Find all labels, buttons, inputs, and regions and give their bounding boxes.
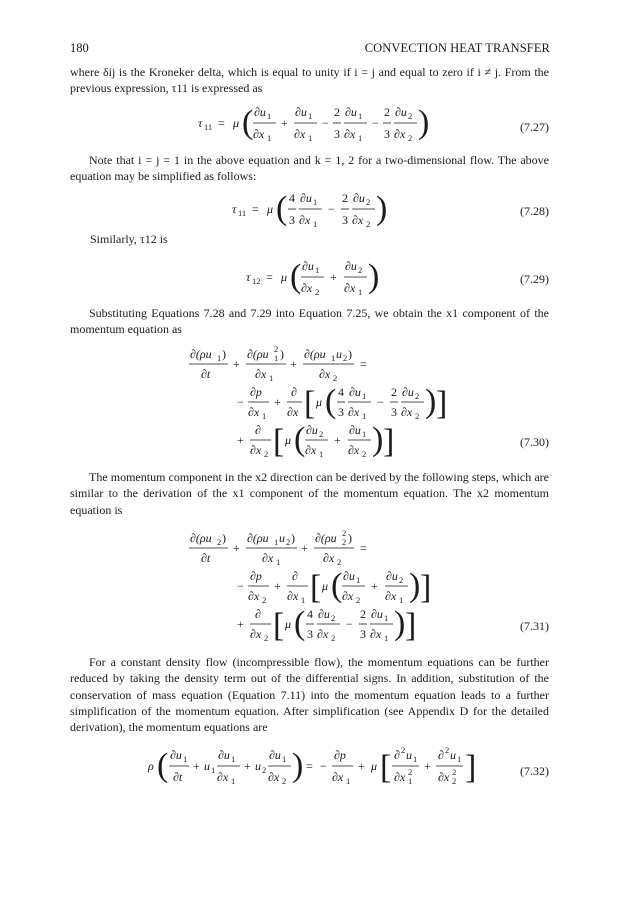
svg-text:1: 1 bbox=[331, 353, 336, 363]
svg-text:2: 2 bbox=[362, 449, 367, 459]
svg-text:(: ( bbox=[331, 567, 343, 604]
svg-text:∂x: ∂x bbox=[305, 443, 317, 457]
svg-text:2: 2 bbox=[415, 411, 420, 421]
svg-text:∂u: ∂u bbox=[269, 748, 281, 762]
svg-text:2: 2 bbox=[315, 287, 320, 297]
svg-text:∂p: ∂p bbox=[250, 569, 262, 583]
svg-text:3: 3 bbox=[334, 127, 340, 141]
svg-text:2: 2 bbox=[356, 595, 361, 605]
svg-text:2: 2 bbox=[342, 528, 347, 538]
svg-text:+: + bbox=[237, 617, 244, 631]
svg-text:2: 2 bbox=[401, 745, 406, 755]
svg-text:3: 3 bbox=[391, 405, 397, 419]
svg-text:1: 1 bbox=[301, 595, 306, 605]
svg-text:2: 2 bbox=[360, 607, 366, 621]
svg-text:∂(ρu: ∂(ρu bbox=[190, 347, 212, 361]
svg-text:∂x: ∂x bbox=[401, 405, 413, 419]
svg-text:μ: μ bbox=[233, 116, 240, 130]
svg-text:∂u: ∂u bbox=[371, 607, 383, 621]
svg-text:]: ] bbox=[383, 423, 395, 460]
svg-text:∂u: ∂u bbox=[295, 105, 307, 119]
svg-text:1: 1 bbox=[267, 111, 272, 121]
svg-text:1: 1 bbox=[346, 776, 351, 786]
svg-text:∂u: ∂u bbox=[302, 259, 314, 273]
svg-text:∂x: ∂x bbox=[287, 405, 299, 419]
svg-text:τ: τ bbox=[232, 202, 237, 216]
svg-text:2: 2 bbox=[408, 133, 413, 143]
svg-text:3: 3 bbox=[289, 213, 295, 227]
svg-text:): ) bbox=[222, 531, 226, 545]
svg-text:∂x: ∂x bbox=[299, 213, 311, 227]
equation-number-7-32: (7.32) bbox=[520, 764, 549, 778]
svg-text:∂x: ∂x bbox=[370, 627, 382, 641]
svg-text:∂x: ∂x bbox=[217, 770, 229, 784]
svg-text:u: u bbox=[450, 748, 456, 762]
svg-text:∂u: ∂u bbox=[318, 607, 330, 621]
svg-text:1: 1 bbox=[384, 613, 389, 623]
svg-text:∂u: ∂u bbox=[349, 385, 361, 399]
svg-text:∂t: ∂t bbox=[201, 551, 211, 565]
svg-text:3: 3 bbox=[307, 627, 313, 641]
paragraph-similarly: Similarly, τ12 is bbox=[90, 232, 168, 246]
svg-text:2: 2 bbox=[399, 575, 404, 585]
svg-text:∂: ∂ bbox=[292, 569, 298, 583]
svg-text:+: + bbox=[330, 270, 337, 284]
svg-text:1: 1 bbox=[408, 776, 413, 786]
svg-text:−: − bbox=[320, 759, 327, 773]
svg-text:+: + bbox=[358, 759, 365, 773]
svg-text:2: 2 bbox=[384, 105, 390, 119]
svg-text:1: 1 bbox=[282, 754, 287, 764]
svg-text:∂x: ∂x bbox=[250, 443, 262, 457]
svg-text:=: = bbox=[266, 270, 273, 284]
svg-text:∂x: ∂x bbox=[332, 770, 344, 784]
svg-text:μ: μ bbox=[371, 759, 378, 773]
svg-text:1: 1 bbox=[356, 575, 361, 585]
svg-text:1: 1 bbox=[183, 754, 188, 764]
svg-text:): ) bbox=[376, 190, 388, 227]
svg-text:2: 2 bbox=[342, 191, 348, 205]
paragraph-kronecker: where δij is the Kroneker delta, which is equal to unity if i = j and equal to zero if i ≠ j. From the previous expression, τ11 is expressed as bbox=[70, 65, 549, 96]
svg-text:∂(ρu: ∂(ρu bbox=[190, 531, 212, 545]
svg-text:1: 1 bbox=[217, 353, 222, 363]
svg-text:∂x: ∂x bbox=[250, 627, 262, 641]
svg-text:2: 2 bbox=[391, 385, 397, 399]
svg-text:−: − bbox=[237, 395, 244, 409]
svg-text:∂p: ∂p bbox=[250, 385, 262, 399]
svg-text:+: + bbox=[244, 759, 251, 773]
svg-text:): ) bbox=[425, 383, 437, 420]
svg-text:4: 4 bbox=[338, 385, 344, 399]
svg-text:−: − bbox=[377, 395, 384, 409]
svg-text:11: 11 bbox=[204, 122, 213, 132]
svg-text:2: 2 bbox=[333, 373, 338, 383]
svg-text:+: + bbox=[274, 395, 281, 409]
svg-text:=: = bbox=[360, 541, 367, 555]
svg-text:−: − bbox=[322, 116, 329, 130]
svg-text:∂t: ∂t bbox=[201, 367, 211, 381]
svg-text:+: + bbox=[233, 357, 240, 371]
svg-text:+: + bbox=[274, 579, 281, 593]
svg-text:∂: ∂ bbox=[255, 423, 261, 437]
svg-text:∂x: ∂x bbox=[394, 770, 406, 784]
svg-text:ρ: ρ bbox=[148, 759, 154, 773]
svg-text:3: 3 bbox=[360, 627, 366, 641]
svg-text:]: ] bbox=[405, 607, 417, 644]
svg-text:2: 2 bbox=[331, 613, 336, 623]
svg-text:∂: ∂ bbox=[291, 385, 297, 399]
equation-number-7-29: (7.29) bbox=[520, 272, 549, 286]
svg-text:=: = bbox=[306, 759, 313, 773]
svg-text:∂x: ∂x bbox=[342, 589, 354, 603]
svg-text:∂(ρu: ∂(ρu bbox=[315, 531, 337, 545]
svg-text:+: + bbox=[281, 116, 288, 130]
svg-text:): ) bbox=[222, 347, 226, 361]
svg-text:1: 1 bbox=[315, 265, 320, 275]
svg-text:−: − bbox=[372, 116, 379, 130]
svg-text:u: u bbox=[336, 347, 342, 361]
svg-text:(: ( bbox=[157, 747, 169, 784]
equation-7-30 bbox=[70, 344, 549, 464]
equation-7-29-formula bbox=[70, 254, 490, 298]
equation-7-30-formula bbox=[70, 344, 490, 464]
svg-text:∂x: ∂x bbox=[348, 405, 360, 419]
svg-text:1: 1 bbox=[362, 429, 367, 439]
svg-text:2: 2 bbox=[366, 219, 371, 229]
svg-text:=: = bbox=[252, 202, 259, 216]
svg-text:2: 2 bbox=[264, 633, 269, 643]
svg-text:]: ] bbox=[420, 569, 432, 606]
svg-text:1: 1 bbox=[362, 391, 367, 401]
svg-text:(: ( bbox=[294, 605, 306, 642]
svg-text:+: + bbox=[237, 433, 244, 447]
svg-text:∂u: ∂u bbox=[386, 569, 398, 583]
svg-text:(: ( bbox=[290, 258, 302, 295]
svg-text:2: 2 bbox=[262, 595, 267, 605]
equation-7-27 bbox=[70, 100, 549, 144]
svg-text:2: 2 bbox=[415, 391, 420, 401]
equation-7-29 bbox=[70, 254, 549, 298]
equation-7-32-formula bbox=[70, 744, 490, 794]
svg-text:1: 1 bbox=[358, 287, 363, 297]
svg-text:2: 2 bbox=[262, 765, 267, 775]
svg-text:1: 1 bbox=[308, 133, 313, 143]
svg-text:2: 2 bbox=[286, 537, 291, 547]
svg-text:]: ] bbox=[465, 749, 477, 786]
svg-text:−: − bbox=[237, 579, 244, 593]
svg-text:∂x: ∂x bbox=[319, 367, 331, 381]
svg-text:∂u: ∂u bbox=[345, 105, 357, 119]
svg-text:+: + bbox=[424, 759, 431, 773]
svg-text:∂u: ∂u bbox=[218, 748, 230, 762]
paragraph-note-indices: Note that i = j = 1 in the above equation and k = 1, 2 for a two-dimensional flow. The above equation may be simplified as follows: bbox=[70, 153, 549, 184]
svg-text:∂x: ∂x bbox=[352, 213, 364, 227]
svg-text:2: 2 bbox=[343, 353, 348, 363]
svg-text:4: 4 bbox=[307, 607, 313, 621]
svg-text:∂(ρu: ∂(ρu bbox=[247, 347, 269, 361]
svg-text:∂x: ∂x bbox=[294, 127, 306, 141]
svg-text:[: [ bbox=[380, 749, 392, 786]
svg-text:): ) bbox=[292, 747, 304, 784]
svg-text:+: + bbox=[334, 433, 341, 447]
svg-text:]: ] bbox=[436, 385, 448, 422]
svg-text:μ: μ bbox=[267, 202, 274, 216]
svg-text:(: ( bbox=[294, 421, 306, 458]
svg-text:1: 1 bbox=[358, 133, 363, 143]
svg-text:∂u: ∂u bbox=[254, 105, 266, 119]
equation-7-31-formula bbox=[70, 528, 490, 648]
svg-text:): ) bbox=[348, 347, 352, 361]
svg-text:μ: μ bbox=[285, 433, 292, 447]
svg-text:): ) bbox=[418, 104, 430, 141]
svg-text:2: 2 bbox=[334, 105, 340, 119]
svg-text:1: 1 bbox=[313, 219, 318, 229]
svg-text:): ) bbox=[348, 531, 352, 545]
svg-text:2: 2 bbox=[337, 557, 342, 567]
svg-text:2: 2 bbox=[282, 776, 287, 786]
svg-text:+: + bbox=[290, 357, 297, 371]
svg-text:2: 2 bbox=[217, 537, 222, 547]
equation-7-28 bbox=[70, 186, 549, 230]
svg-text:+: + bbox=[233, 541, 240, 555]
svg-text:1: 1 bbox=[231, 754, 236, 764]
svg-text:2: 2 bbox=[331, 633, 336, 643]
svg-text:1: 1 bbox=[274, 353, 279, 363]
svg-text:[: [ bbox=[304, 385, 316, 422]
svg-text:1: 1 bbox=[358, 111, 363, 121]
svg-text:u: u bbox=[255, 759, 261, 773]
svg-text:): ) bbox=[280, 347, 284, 361]
page-number: 180 bbox=[70, 41, 89, 55]
svg-text:+: + bbox=[371, 579, 378, 593]
svg-text:∂u: ∂u bbox=[345, 259, 357, 273]
svg-text:2: 2 bbox=[358, 265, 363, 275]
svg-text:−: − bbox=[346, 617, 353, 631]
svg-text:3: 3 bbox=[384, 127, 390, 141]
svg-text:1: 1 bbox=[231, 776, 236, 786]
svg-text:u: u bbox=[204, 759, 210, 773]
svg-text:1: 1 bbox=[399, 595, 404, 605]
svg-text:): ) bbox=[409, 567, 421, 604]
svg-text:∂u: ∂u bbox=[306, 423, 318, 437]
svg-text:∂u: ∂u bbox=[353, 191, 365, 205]
svg-text:2: 2 bbox=[366, 197, 371, 207]
svg-text:τ: τ bbox=[198, 116, 203, 130]
svg-text:1: 1 bbox=[457, 754, 462, 764]
svg-text:∂u: ∂u bbox=[395, 105, 407, 119]
equation-7-31 bbox=[70, 528, 549, 648]
svg-text:∂x: ∂x bbox=[301, 281, 313, 295]
svg-text:2: 2 bbox=[264, 449, 269, 459]
svg-text:1: 1 bbox=[267, 133, 272, 143]
svg-text:2: 2 bbox=[319, 429, 324, 439]
equation-number-7-31: (7.31) bbox=[520, 619, 549, 633]
svg-text:∂x: ∂x bbox=[344, 127, 356, 141]
svg-text:(: ( bbox=[242, 104, 254, 141]
svg-text:): ) bbox=[394, 605, 406, 642]
svg-text:∂u: ∂u bbox=[349, 423, 361, 437]
svg-text:1: 1 bbox=[413, 754, 418, 764]
svg-text:∂p: ∂p bbox=[334, 748, 346, 762]
svg-text:(: ( bbox=[325, 383, 337, 420]
svg-text:): ) bbox=[368, 258, 380, 295]
svg-text:∂(ρu: ∂(ρu bbox=[247, 531, 269, 545]
svg-text:1: 1 bbox=[211, 765, 216, 775]
equation-number-7-27: (7.27) bbox=[520, 120, 549, 134]
svg-text:∂x: ∂x bbox=[248, 589, 260, 603]
svg-text:1: 1 bbox=[313, 197, 318, 207]
svg-text:[: [ bbox=[273, 607, 285, 644]
svg-text:2: 2 bbox=[408, 767, 413, 777]
svg-text:12: 12 bbox=[252, 276, 261, 286]
svg-text:∂x: ∂x bbox=[394, 127, 406, 141]
svg-text:1: 1 bbox=[262, 411, 267, 421]
svg-text:∂x: ∂x bbox=[268, 770, 280, 784]
paragraph-constant-density: For a constant density flow (incompressible flow), the momentum equations can be further reduced by taking the density term out of the differential signs. In addition, substitution of the conservation of mass equation (Equation 7.11) into the momentum equation leads to a further simplification of the momentum equation. After simplification (see Appendix D for the detailed derivation), the momentum equations are bbox=[70, 655, 549, 735]
svg-text:∂x: ∂x bbox=[255, 367, 267, 381]
svg-text:11: 11 bbox=[238, 208, 247, 218]
equation-number-7-30: (7.30) bbox=[520, 435, 549, 449]
svg-text:∂x: ∂x bbox=[248, 405, 260, 419]
svg-text:μ: μ bbox=[316, 395, 323, 409]
svg-text:∂x: ∂x bbox=[317, 627, 329, 641]
svg-text:1: 1 bbox=[276, 557, 281, 567]
svg-text:∂x: ∂x bbox=[348, 443, 360, 457]
equation-7-28-formula bbox=[70, 186, 490, 230]
svg-text:[: [ bbox=[310, 569, 322, 606]
svg-text:1: 1 bbox=[308, 111, 313, 121]
svg-text:∂t: ∂t bbox=[173, 770, 183, 784]
svg-text:2: 2 bbox=[274, 344, 279, 354]
svg-text:2: 2 bbox=[452, 776, 457, 786]
svg-text:∂: ∂ bbox=[394, 748, 400, 762]
svg-text:3: 3 bbox=[338, 405, 344, 419]
svg-text:∂x: ∂x bbox=[344, 281, 356, 295]
svg-text:(: ( bbox=[276, 190, 288, 227]
svg-text:∂u: ∂u bbox=[170, 748, 182, 762]
svg-text:+: + bbox=[193, 759, 200, 773]
svg-text:∂u: ∂u bbox=[402, 385, 414, 399]
svg-text:∂u: ∂u bbox=[343, 569, 355, 583]
svg-text:∂x: ∂x bbox=[262, 551, 274, 565]
equation-7-27-formula bbox=[70, 100, 490, 144]
svg-text:μ: μ bbox=[281, 270, 288, 284]
svg-text:): ) bbox=[372, 421, 384, 458]
svg-text:∂x: ∂x bbox=[253, 127, 265, 141]
svg-text:2: 2 bbox=[452, 767, 457, 777]
svg-text:∂: ∂ bbox=[255, 607, 261, 621]
svg-text:[: [ bbox=[273, 423, 285, 460]
running-title: CONVECTION HEAT TRANSFER bbox=[364, 41, 550, 55]
paragraph-substituting: Substituting Equations 7.28 and 7.29 into Equation 7.25, we obtain the x1 component of the momentum equation as bbox=[70, 306, 549, 337]
svg-text:+: + bbox=[301, 541, 308, 555]
svg-text:μ: μ bbox=[322, 579, 329, 593]
paragraph-x2-direction: The momentum component in the x2 direction can be derived by the following steps, which are similar to the derivation of the x1 component of the momentum equation. The x2 momentum equation is bbox=[70, 470, 549, 517]
svg-text:2: 2 bbox=[445, 745, 450, 755]
svg-text:): ) bbox=[291, 531, 295, 545]
svg-text:2: 2 bbox=[408, 111, 413, 121]
svg-text:4: 4 bbox=[289, 191, 295, 205]
svg-text:3: 3 bbox=[342, 213, 348, 227]
svg-text:1: 1 bbox=[384, 633, 389, 643]
svg-text:2: 2 bbox=[342, 537, 347, 547]
svg-text:1: 1 bbox=[269, 373, 274, 383]
svg-text:1: 1 bbox=[362, 411, 367, 421]
svg-text:∂x: ∂x bbox=[438, 770, 450, 784]
svg-text:1: 1 bbox=[274, 537, 279, 547]
svg-text:∂(ρu: ∂(ρu bbox=[304, 347, 326, 361]
svg-text:∂x: ∂x bbox=[287, 589, 299, 603]
svg-text:u: u bbox=[279, 531, 285, 545]
equation-7-32 bbox=[70, 744, 549, 794]
svg-text:−: − bbox=[328, 202, 335, 216]
svg-text:μ: μ bbox=[285, 617, 292, 631]
svg-text:∂: ∂ bbox=[438, 748, 444, 762]
equation-number-7-28: (7.28) bbox=[520, 204, 549, 218]
svg-text:1: 1 bbox=[319, 449, 324, 459]
svg-text:∂u: ∂u bbox=[300, 191, 312, 205]
svg-text:∂x: ∂x bbox=[385, 589, 397, 603]
svg-text:=: = bbox=[360, 357, 367, 371]
svg-text:u: u bbox=[406, 748, 412, 762]
svg-text:τ: τ bbox=[246, 270, 251, 284]
svg-text:∂x: ∂x bbox=[323, 551, 335, 565]
svg-text:=: = bbox=[218, 116, 225, 130]
